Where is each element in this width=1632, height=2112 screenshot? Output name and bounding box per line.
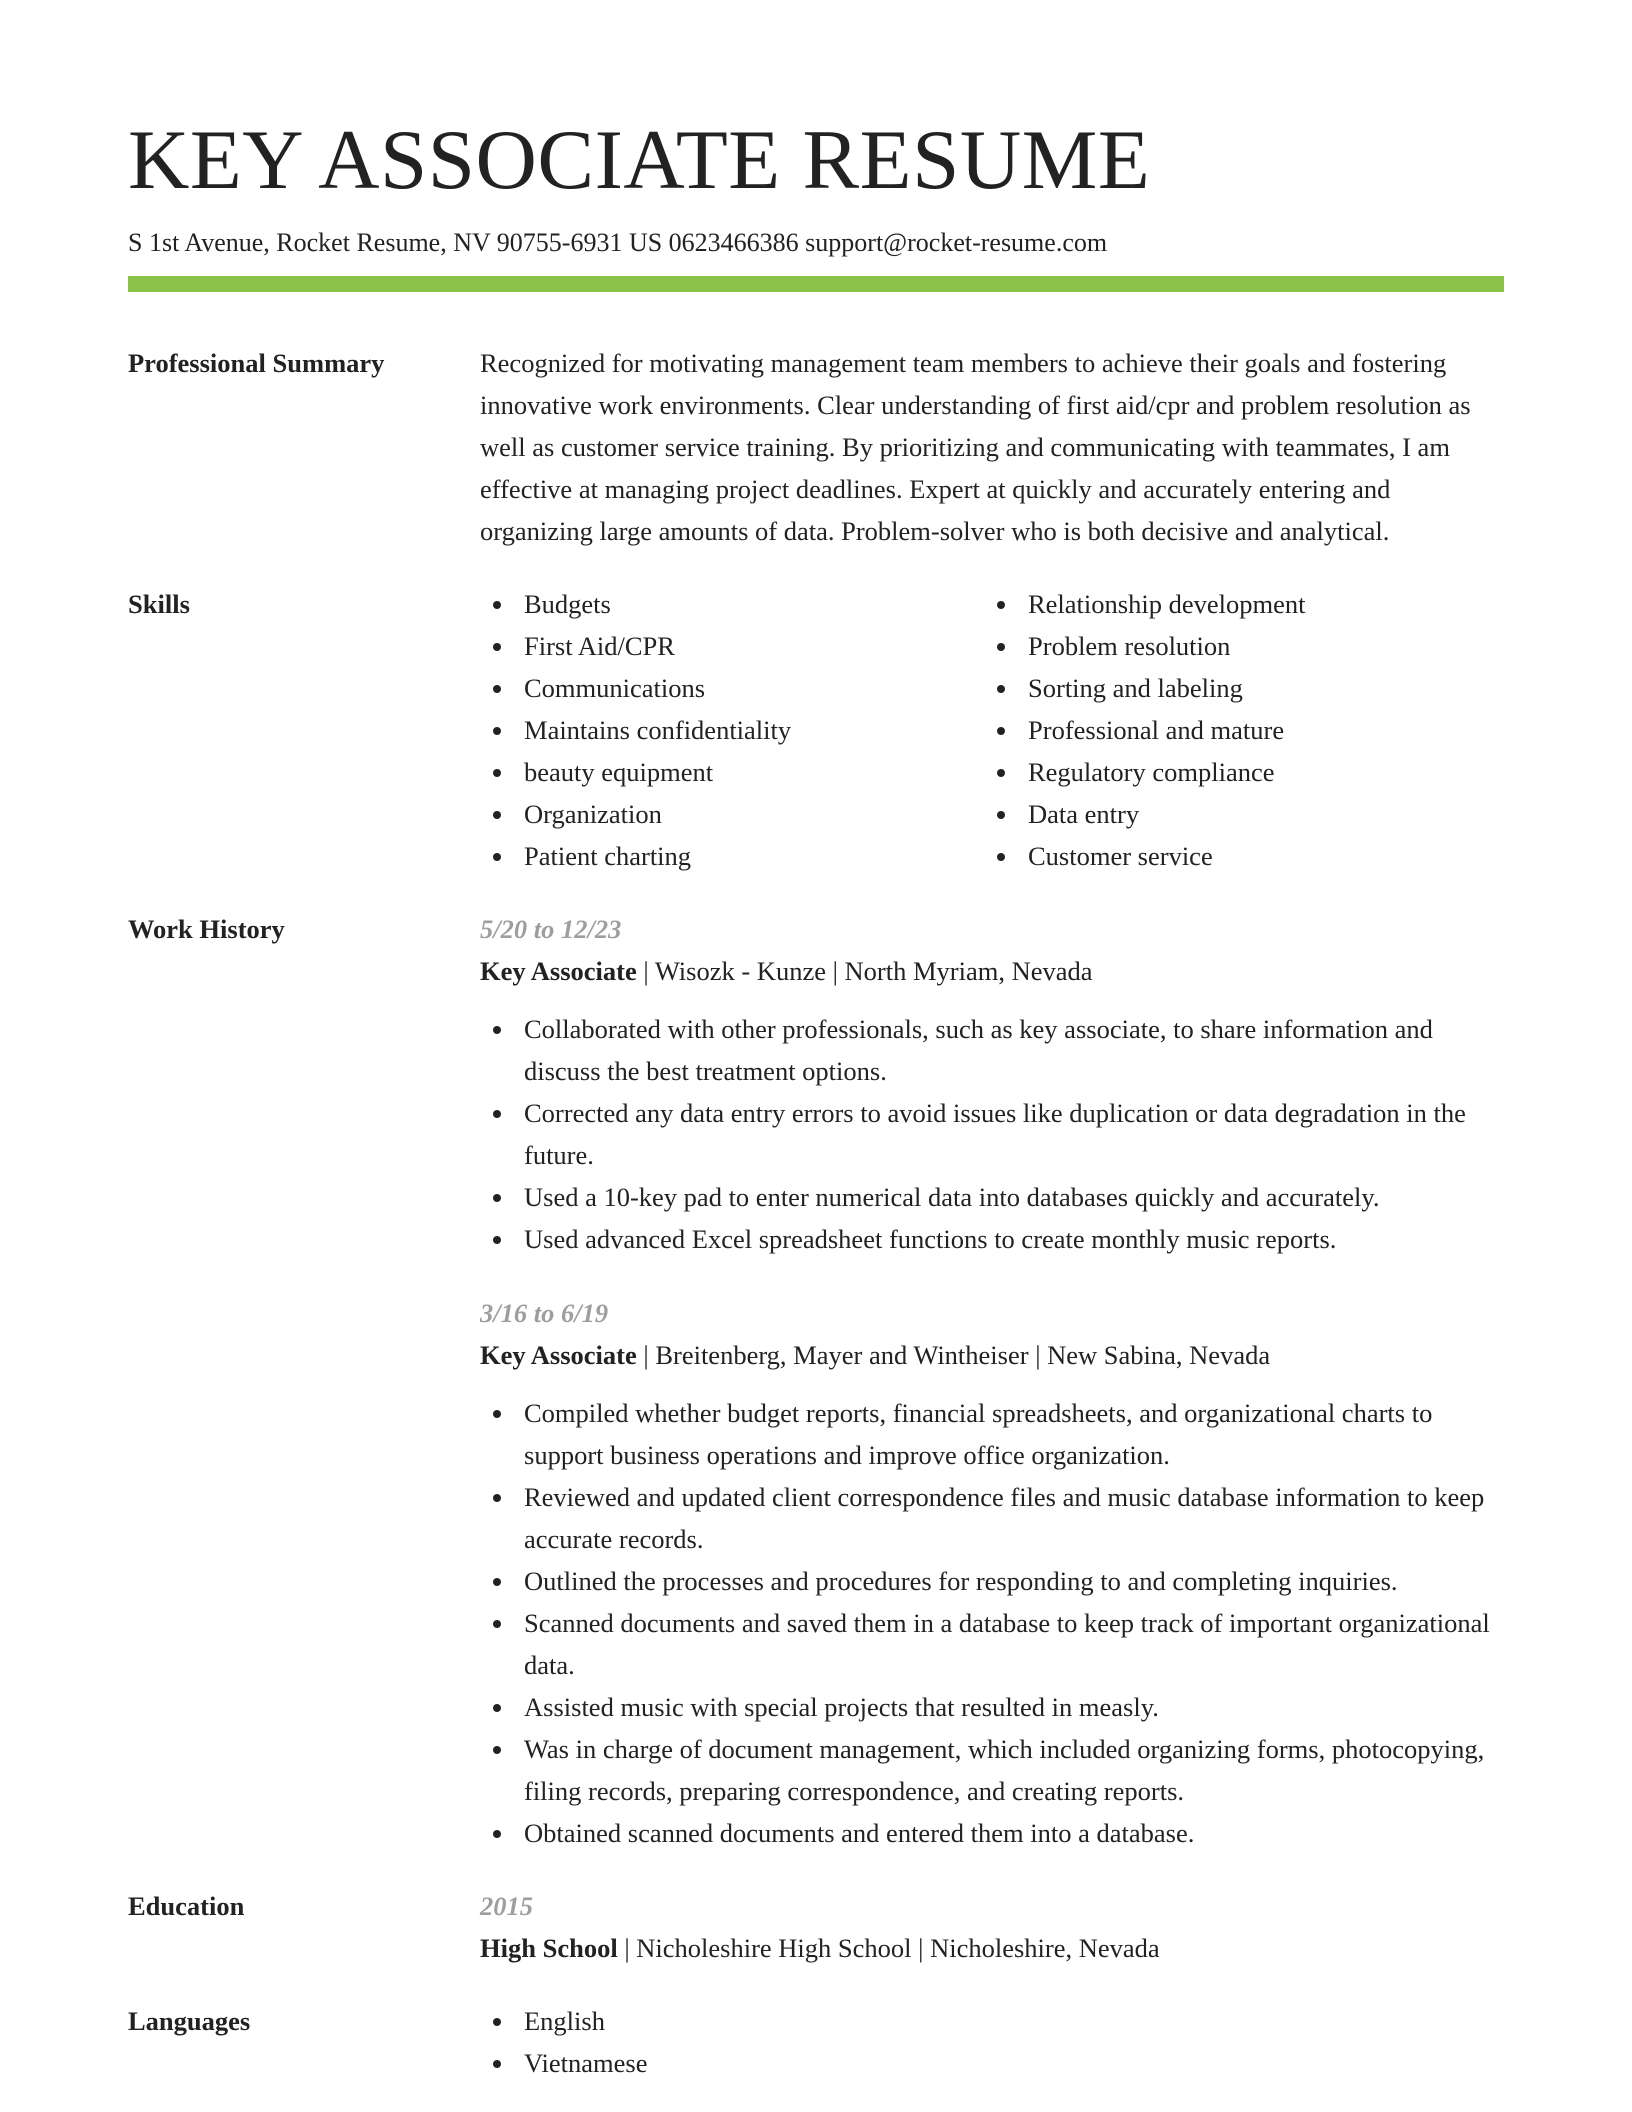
skill-item <box>480 583 984 625</box>
job-bullet <box>480 1686 1504 1728</box>
job-bullet <box>480 1560 1504 1602</box>
skills-column-left <box>480 583 984 877</box>
bullet-icon <box>493 2018 501 2026</box>
skill-label: Budgets <box>524 589 611 620</box>
job-title-line <box>480 950 1504 992</box>
education-heading: Education <box>128 1891 245 1922</box>
skills-section <box>128 583 1504 877</box>
job-bullets <box>480 1008 1504 1260</box>
bullet-icon <box>997 811 1005 819</box>
skill-label: Customer service <box>1028 841 1213 872</box>
bullet-icon <box>493 811 501 819</box>
skills-grid <box>480 583 1504 877</box>
work-history-heading: Work History <box>128 914 285 945</box>
bullet-icon <box>493 727 501 735</box>
job-entry <box>480 1292 1504 1854</box>
languages-section <box>128 2000 1504 2084</box>
job-bullets <box>480 1392 1504 1854</box>
bullet-icon <box>493 2060 501 2068</box>
job-bullet-text: Obtained scanned documents and entered them into a database. <box>524 1818 1195 1849</box>
accent-divider <box>128 276 1504 292</box>
resume-title: KEY ASSOCIATE RESUME <box>128 113 1151 207</box>
job-bullet-text: Corrected any data entry errors to avoid issues like duplication or data degradation in the future. <box>524 1098 1466 1171</box>
skill-item <box>480 667 984 709</box>
job-title: Key Associate <box>480 956 637 987</box>
job-bullet-text: Reviewed and updated client correspondence files and music database information to keep accurate records. <box>524 1482 1485 1555</box>
bullet-icon <box>493 1026 501 1034</box>
skill-label: Communications <box>524 673 706 704</box>
skills-column-right <box>984 583 1488 877</box>
summary-section <box>128 342 1504 552</box>
education-body <box>480 1885 1504 1969</box>
job-title-line <box>480 1334 1504 1376</box>
bullet-icon <box>493 1578 501 1586</box>
language-label: English <box>524 2006 605 2037</box>
skill-label: Problem resolution <box>1028 631 1231 662</box>
bullet-icon <box>493 1746 501 1754</box>
bullet-icon <box>493 1236 501 1244</box>
job-bullet <box>480 1728 1504 1812</box>
skill-item <box>984 667 1488 709</box>
job-entry <box>480 908 1504 1260</box>
job-bullet-text: Compiled whether budget reports, financial spreadsheets, and organizational charts to support business operations and improve office organization. <box>524 1398 1433 1471</box>
education-section <box>128 1885 1504 1969</box>
language-item <box>480 2000 1504 2042</box>
bullet-icon <box>997 769 1005 777</box>
work-history-body <box>480 908 1504 1854</box>
job-bullet <box>480 1218 1504 1260</box>
bullet-icon <box>493 1494 501 1502</box>
job-bullet <box>480 1476 1504 1560</box>
skill-label: Sorting and labeling <box>1028 673 1243 704</box>
bullet-icon <box>493 1194 501 1202</box>
skill-item <box>984 625 1488 667</box>
bullet-icon <box>997 601 1005 609</box>
language-label: Vietnamese <box>524 2048 648 2079</box>
job-bullet <box>480 1092 1504 1176</box>
job-bullet-text: Was in charge of document management, which included organizing forms, photocopying, filing records, preparing correspondence, and creating reports. <box>524 1734 1485 1807</box>
skill-label: Organization <box>524 799 662 830</box>
job-dates: 3/16 to 6/19 <box>480 1298 609 1329</box>
skill-item <box>480 709 984 751</box>
job-bullet <box>480 1812 1504 1854</box>
bullet-icon <box>997 853 1005 861</box>
bullet-icon <box>493 853 501 861</box>
summary-body <box>480 342 1504 552</box>
skill-label: Data entry <box>1028 799 1140 830</box>
job-dates: 5/20 to 12/23 <box>480 914 622 945</box>
bullet-icon <box>493 1410 501 1418</box>
summary-text: Recognized for motivating management team members to achieve their goals and fostering innovative work environments. Clear understanding of first aid/cpr and problem resolution as well as customer service training. By prioritizing and communicating with teammates, I am effective at managing project deadlines. Expert at quickly and accurately entering and organizing large amounts of data. Problem-solver who is both decisive and analytical. <box>480 348 1471 547</box>
skill-item <box>984 709 1488 751</box>
job-bullet-text: Scanned documents and saved them in a database to keep track of important organizational data. <box>524 1608 1490 1681</box>
skill-label: Relationship development <box>1028 589 1306 620</box>
skill-label: First Aid/CPR <box>524 631 675 662</box>
skill-item <box>984 835 1488 877</box>
job-bullet <box>480 1392 1504 1476</box>
skill-label: Regulatory compliance <box>1028 757 1275 788</box>
bullet-icon <box>997 727 1005 735</box>
bullet-icon <box>997 643 1005 651</box>
job-bullet-text: Assisted music with special projects that resulted in measly. <box>524 1692 1159 1723</box>
summary-heading: Professional Summary <box>128 348 385 379</box>
languages-heading: Languages <box>128 2006 251 2037</box>
bullet-icon <box>493 685 501 693</box>
bullet-icon <box>493 1704 501 1712</box>
skill-label: Patient charting <box>524 841 692 872</box>
job-bullet <box>480 1008 1504 1092</box>
job-bullet-text: Used advanced Excel spreadsheet functions to create monthly music reports. <box>524 1224 1337 1255</box>
bullet-icon <box>493 769 501 777</box>
job-details: | Breitenberg, Mayer and Wintheiser | New Sabina, Nevada <box>636 1340 1271 1371</box>
bullet-icon <box>493 1110 501 1118</box>
skill-item <box>984 751 1488 793</box>
languages-list <box>480 2000 1504 2084</box>
job-details: | Wisozk - Kunze | North Myriam, Nevada <box>636 956 1093 987</box>
skill-item <box>480 751 984 793</box>
skill-item <box>480 793 984 835</box>
education-line <box>480 1927 1504 1969</box>
language-item <box>480 2042 1504 2084</box>
job-bullet-text: Collaborated with other professionals, such as key associate, to share information and discuss the best treatment options. <box>524 1014 1433 1087</box>
skill-item <box>984 583 1488 625</box>
skill-label: Professional and mature <box>1028 715 1285 746</box>
contact-line: S 1st Avenue, Rocket Resume, NV 90755-6931 US 0623466386 support@rocket-resume.com <box>128 228 1108 257</box>
skill-label: Maintains confidentiality <box>524 715 792 746</box>
skill-label: beauty equipment <box>524 757 714 788</box>
work-history-section <box>128 908 1504 1854</box>
education-details: | Nicholeshire High School | Nicholeshire, Nevada <box>617 1933 1160 1964</box>
job-title: Key Associate <box>480 1340 637 1371</box>
job-bullet <box>480 1602 1504 1686</box>
bullet-icon <box>493 643 501 651</box>
skills-heading: Skills <box>128 589 190 620</box>
job-bullet <box>480 1176 1504 1218</box>
bullet-icon <box>493 1830 501 1838</box>
languages-body <box>480 2000 1504 2084</box>
education-degree: High School <box>480 1933 618 1964</box>
bullet-icon <box>997 685 1005 693</box>
skill-item <box>984 793 1488 835</box>
job-bullet-text: Used a 10-key pad to enter numerical data into databases quickly and accurately. <box>524 1182 1380 1213</box>
skill-item <box>480 625 984 667</box>
bullet-icon <box>493 1620 501 1628</box>
skills-body <box>480 583 1504 877</box>
job-bullet-text: Outlined the processes and procedures for responding to and completing inquiries. <box>524 1566 1398 1597</box>
bullet-icon <box>493 601 501 609</box>
skill-item <box>480 835 984 877</box>
education-date: 2015 <box>480 1891 533 1922</box>
